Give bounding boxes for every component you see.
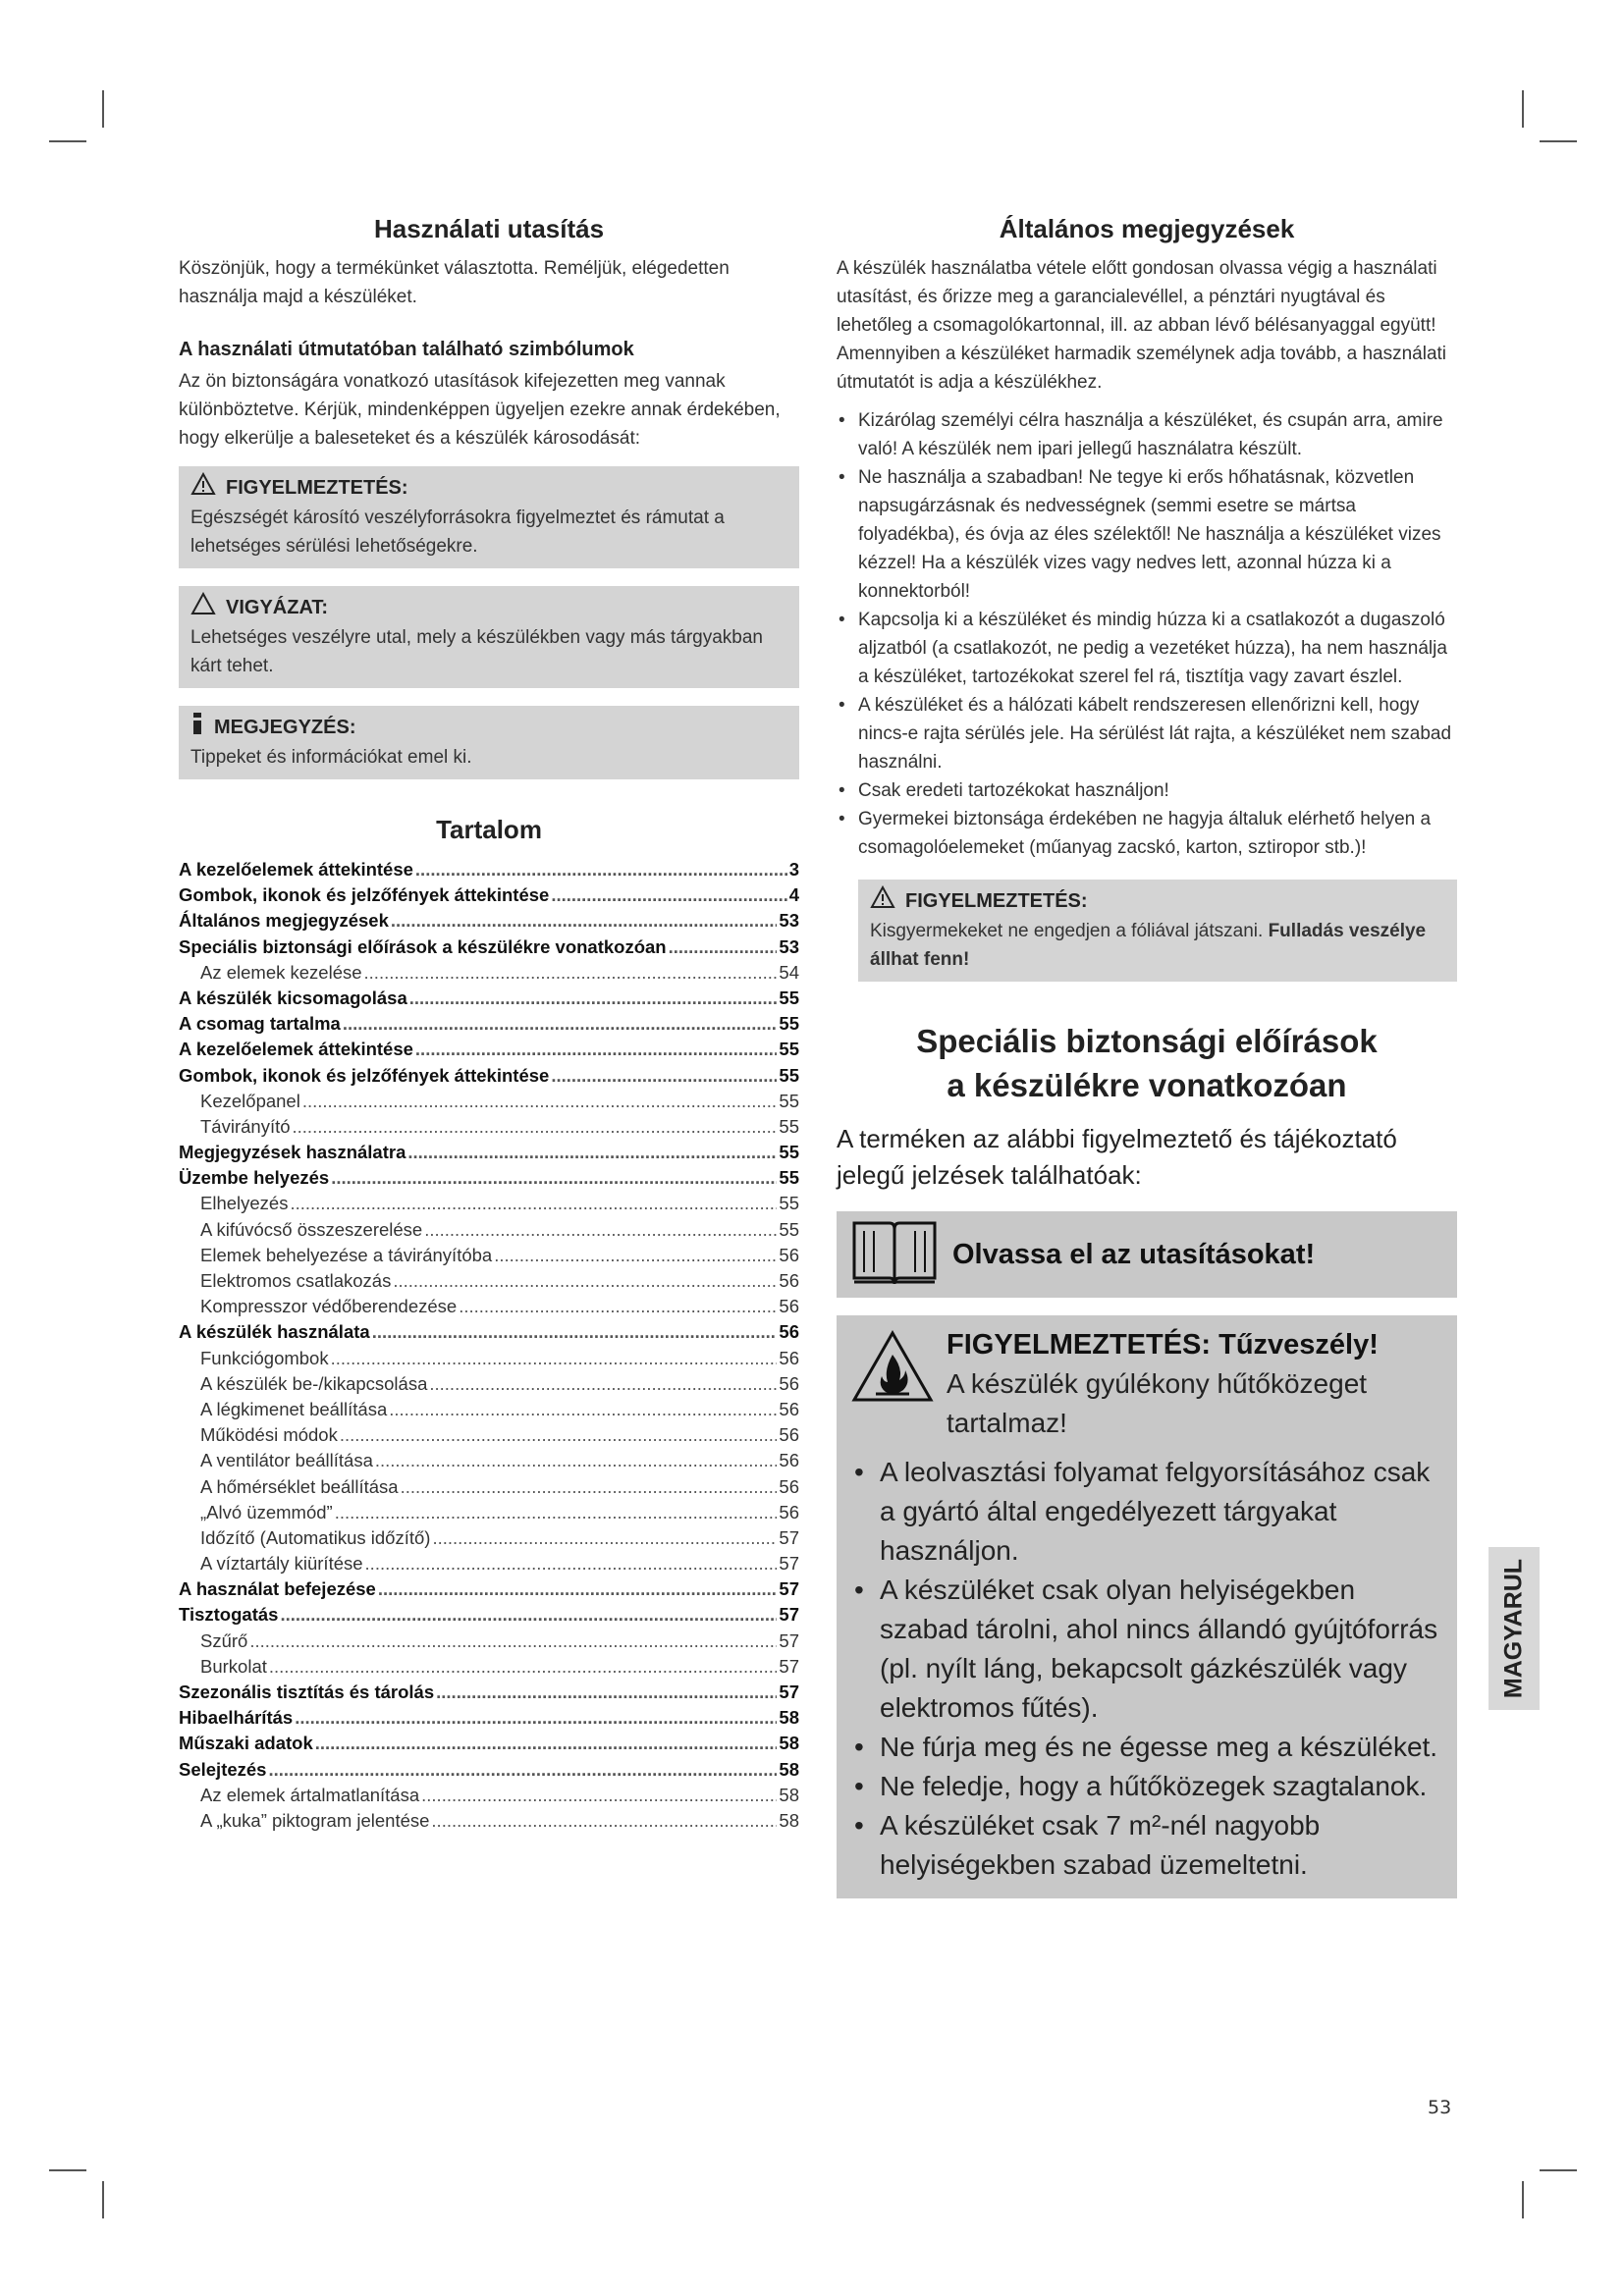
toc-entry-title: A kezelőelemek áttekintése <box>179 859 413 880</box>
language-tab-label: MAGYARUL <box>1499 1558 1528 1699</box>
special-intro: A terméken az alábbi figyelmeztető és tájékoztató jelegű jelzések találhatóak: <box>837 1124 1397 1190</box>
toc-entry-page: 57 <box>779 1682 799 1702</box>
toc-entry-title: Speciális biztonsági előírások a készülékre vonatkozóan <box>179 935 667 957</box>
toc-leader-dots <box>389 1397 777 1422</box>
toc-entry <box>179 1680 799 1705</box>
toc-entry <box>179 1165 799 1191</box>
toc-leader-dots <box>365 1551 778 1576</box>
toc-leader-dots <box>421 1783 777 1808</box>
crop-mark <box>102 2181 104 2218</box>
toc-entry-title: A készülék be-/kikapcsolása <box>200 1372 428 1394</box>
toc-entry <box>179 908 799 934</box>
toc-entry <box>179 1602 799 1628</box>
toc-entry-title: A kifúvócső összeszerelése <box>200 1218 423 1240</box>
fire-warning-box <box>837 1315 1457 1898</box>
toc-entry-title: A használat befejezése <box>179 1578 376 1600</box>
warning-triangle-icon <box>190 472 216 504</box>
general-notes-intro: A készülék használatba vétele előtt gondosan olvassa végig a használati utasítást, és őrizze meg a garancialevéllel, a pénztári nyugtával és lehetőleg a csomagolókartonnal, ill. az abban lévő bélésanyaggal együtt! Amennyiben a készüléket harmadik személynek adja tovább, a használati útmutatót is adja a készülékhez. <box>837 258 1447 393</box>
foil-warning-bold: Fulladás veszélye állhat fenn! <box>870 921 1427 970</box>
list-item: • Kizárólag személyi célra használja a készüléket, és csupán arra, amire való! A készülék nem ipari jellegű használatra készült. <box>837 406 1457 463</box>
toc-entry-page: 55 <box>779 1064 799 1086</box>
list-item: • A készüléket csak 7 m²-nél nagyobb helyiségekben szabad üzemeltetni. <box>850 1806 1443 1885</box>
toc-entry-page: 55 <box>779 1193 799 1214</box>
toc-entry-page: 55 <box>779 1142 799 1163</box>
list-item: • Csak eredeti tartozékokat használjon! <box>837 776 1457 805</box>
toc-leader-dots <box>343 1011 778 1037</box>
toc-leader-dots <box>429 1371 777 1397</box>
toc-leader-dots <box>295 1705 777 1731</box>
toc-leader-dots <box>407 1140 777 1165</box>
toc-entry-page: 56 <box>779 1398 799 1419</box>
toc-entry-title: Elektromos csatlakozás <box>200 1270 392 1291</box>
toc-entry-page: 56 <box>779 1501 799 1522</box>
toc-leader-dots <box>415 1037 778 1062</box>
note-label: MEGJEGYZÉS: <box>214 717 356 738</box>
toc-entry <box>179 1757 799 1783</box>
toc-entry-page: 57 <box>779 1604 799 1626</box>
toc-entry-page: 55 <box>779 1218 799 1240</box>
toc-leader-dots <box>378 1576 778 1602</box>
toc-leader-dots <box>424 1217 777 1243</box>
toc-leader-dots <box>268 1757 777 1783</box>
list-item: • Ne feledje, hogy a hűtőközegek szagtalanok. <box>850 1767 1443 1806</box>
toc-leader-dots <box>459 1294 777 1319</box>
toc-entry-page: 57 <box>779 1578 799 1600</box>
toc-entry <box>179 1474 799 1500</box>
toc-entry <box>179 882 799 908</box>
toc-entry <box>179 1346 799 1371</box>
foil-warning-text: Kisgyermekeket ne engedjen a fóliával játszani. <box>870 921 1264 941</box>
toc-entry-page: 54 <box>779 961 799 983</box>
toc-leader-dots <box>249 1629 777 1654</box>
toc-leader-dots <box>415 857 787 882</box>
toc-entry <box>179 1731 799 1756</box>
table-of-contents <box>179 857 799 1834</box>
fire-warning-heading: FIGYELMEZTETÉS: Tűzveszély! <box>947 1329 1379 1361</box>
toc-entry-title: A készülék kicsomagolása <box>179 987 407 1008</box>
toc-entry <box>179 1371 799 1397</box>
toc-entry <box>179 1217 799 1243</box>
toc-leader-dots <box>364 960 778 986</box>
toc-entry-title: A csomag tartalma <box>179 1013 341 1035</box>
page-number: 53 <box>1428 2097 1452 2118</box>
special-safety-title <box>837 1019 1457 1107</box>
toc-entry-title: A légkimenet beállítása <box>200 1398 388 1419</box>
crop-mark <box>49 140 86 142</box>
toc-entry-page: 56 <box>779 1475 799 1497</box>
toc-entry <box>179 1063 799 1089</box>
toc-entry-title: Hibaelhárítás <box>179 1707 294 1729</box>
toc-entry <box>179 1037 799 1062</box>
toc-entry-page: 56 <box>779 1347 799 1368</box>
toc-entry-page: 56 <box>779 1321 799 1343</box>
toc-entry <box>179 1525 799 1551</box>
toc-entry-title: Elemek behelyezése a távirányítóba <box>200 1244 493 1265</box>
toc-entry-page: 55 <box>779 1039 799 1060</box>
note-text: Tippeket és információkat emel ki. <box>190 747 472 768</box>
toc-entry-page: 56 <box>779 1270 799 1291</box>
toc-entry-page: 56 <box>779 1372 799 1394</box>
toc-entry <box>179 1268 799 1294</box>
crop-mark <box>1522 2181 1524 2218</box>
toc-entry <box>179 1140 799 1165</box>
toc-entry <box>179 1654 799 1680</box>
list-item: • Ne használja a szabadban! Ne tegye ki erős hőhatásnak, közvetlen napsugárzásnak és nedvességnek (semmi esetre se mártsa folyadékba), és óvja az éles szélektől! Ne használja a készüléket vizes kézzel! Ha a készülék vizes vagy nedves lett, azonnal húzza ki a konnektorból! <box>837 463 1457 606</box>
toc-entry-title: Távirányító <box>200 1115 291 1137</box>
info-icon <box>190 712 204 743</box>
caution-text: Lehetséges veszélyre utal, mely a készülékben vagy más tárgyakban kárt tehet. <box>190 627 763 676</box>
language-tab <box>1489 1547 1540 1710</box>
toc-entry <box>179 1397 799 1422</box>
toc-entry-title: Időzítő (Automatikus időzítő) <box>200 1526 431 1548</box>
list-item: • A leolvasztási folyamat felgyorsításához csak a gyártó által engedélyezett tárgyakat használjon. <box>850 1453 1443 1571</box>
toc-entry <box>179 857 799 882</box>
caution-triangle-icon <box>190 592 216 623</box>
toc-entry-page: 58 <box>779 1784 799 1805</box>
toc-entry-page: 58 <box>779 1707 799 1729</box>
crop-mark <box>1540 2169 1577 2171</box>
toc-entry-title: Szűrő <box>200 1629 248 1651</box>
toc-leader-dots <box>302 1089 778 1114</box>
toc-entry-page: 56 <box>779 1296 799 1317</box>
toc-entry-page: 55 <box>779 1115 799 1137</box>
toc-leader-dots <box>393 1268 777 1294</box>
toc-leader-dots <box>409 986 778 1011</box>
toc-entry-title: A készülék használata <box>179 1321 370 1343</box>
toc-entry-page: 55 <box>779 987 799 1008</box>
toc-entry-title: Elhelyezés <box>200 1193 289 1214</box>
general-notes-list <box>837 406 1457 862</box>
toc-entry <box>179 1500 799 1525</box>
toc-entry-title: Gombok, ikonok és jelzőfények áttekintése <box>179 1064 550 1086</box>
toc-entry <box>179 1294 799 1319</box>
toc-entry-title: Burkolat <box>200 1655 267 1677</box>
toc-leader-dots <box>432 1525 777 1551</box>
toc-leader-dots <box>340 1422 778 1448</box>
toc-entry <box>179 1191 799 1216</box>
toc-leader-dots <box>436 1680 777 1705</box>
toc-entry-title: Az elemek kezelése <box>200 961 362 983</box>
list-item: • Gyermekei biztonsága érdekében ne hagyja általuk elérhető helyen a csomagolóelemeket (műanyag zacskó, karton, sztiropor stb.)! <box>837 805 1457 862</box>
special-title-line1: Speciális biztonsági előírások <box>916 1023 1378 1059</box>
toc-entry-title: Általános megjegyzések <box>179 910 389 932</box>
toc-entry-page: 58 <box>779 1758 799 1780</box>
toc-entry <box>179 1422 799 1448</box>
toc-leader-dots <box>401 1474 778 1500</box>
toc-leader-dots <box>331 1165 777 1191</box>
fire-warning-sub: A készülék gyúlékony hűtőközeget tartalmaz! <box>947 1368 1368 1438</box>
right-column <box>837 214 1457 1898</box>
toc-entry-title: Szezonális tisztítás és tárolás <box>179 1682 435 1702</box>
toc-entry-title: A hőmérséklet beállítása <box>200 1475 399 1497</box>
left-column <box>179 214 799 1834</box>
toc-entry <box>179 1808 799 1834</box>
crop-mark <box>1522 90 1524 128</box>
warning-triangle-icon <box>870 885 895 917</box>
toc-leader-dots <box>331 1346 778 1371</box>
toc-entry-page: 58 <box>779 1809 799 1831</box>
read-instructions-box <box>837 1211 1457 1298</box>
toc-entry <box>179 1629 799 1654</box>
read-instructions-label: Olvassa el az utasításokat! <box>952 1238 1316 1270</box>
toc-entry-page: 57 <box>779 1553 799 1575</box>
toc-leader-dots <box>290 1191 777 1216</box>
toc-entry-title: A kezelőelemek áttekintése <box>179 1039 413 1060</box>
toc-entry-page: 56 <box>779 1244 799 1265</box>
list-item: • Ne fúrja meg és ne égesse meg a készüléket. <box>850 1728 1443 1767</box>
toc-entry <box>179 1089 799 1114</box>
toc-entry-page: 53 <box>779 935 799 957</box>
toc-leader-dots <box>280 1602 777 1628</box>
toc-leader-dots <box>551 1063 777 1089</box>
toc-entry-title: Üzembe helyezés <box>179 1167 330 1189</box>
crop-mark <box>1540 140 1577 142</box>
toc-entry <box>179 960 799 986</box>
toc-leader-dots <box>551 882 786 908</box>
toc-leader-dots <box>431 1808 777 1834</box>
warning-text: Egészségét károsító veszélyforrásokra figyelmeztet és rámutat a lehetséges sérülési lehetőségekre. <box>190 507 725 557</box>
toc-leader-dots <box>315 1731 778 1756</box>
toc-leader-dots <box>494 1243 777 1268</box>
toc-entry <box>179 1551 799 1576</box>
toc-entry <box>179 1576 799 1602</box>
toc-entry <box>179 1448 799 1473</box>
manual-title: Használati utasítás <box>373 214 605 243</box>
toc-entry-page: 55 <box>779 1013 799 1035</box>
toc-entry <box>179 1114 799 1140</box>
list-item: • A készüléket és a hálózati kábelt rendszeresen ellenőrizni kell, hogy nincs-e rajta sérülés jele. Ha sérülést lát rajta, a készüléket nem szabad használni. <box>837 691 1457 776</box>
list-item: • A készüléket csak olyan helyiségekben szabad tárolni, ahol nincs állandó gyújtóforrás (pl. nyílt láng, bekapcsolt gázkészülék vagy elektromos fűtés). <box>850 1571 1443 1728</box>
caution-label: VIGYÁZAT: <box>226 597 329 618</box>
toc-entry-title: Gombok, ikonok és jelzőfények áttekintése <box>179 884 550 906</box>
symbols-text: Az ön biztonságára vonatkozó utasítások kifejezetten meg vannak különböztetve. Kérjük, mindenképpen ügyeljen ezekre annak érdekében, hogy elkerülje a baleseteket és a készülék károsodását: <box>179 371 781 449</box>
toc-entry-title: Kezelőpanel <box>200 1090 300 1111</box>
toc-entry-page: 57 <box>779 1655 799 1677</box>
toc-entry-title: Selejtezés <box>179 1758 267 1780</box>
toc-leader-dots <box>391 908 778 934</box>
toc-leader-dots <box>293 1114 778 1140</box>
foil-warning-body <box>870 917 1445 974</box>
fire-warning-list <box>850 1453 1443 1885</box>
toc-entry-page: 57 <box>779 1629 799 1651</box>
toc-entry <box>179 1783 799 1808</box>
intro-text: Köszönjük, hogy a termékünket választotta. Reméljük, elégedetten használja majd a készüléket. <box>179 258 730 307</box>
toc-entry-page: 57 <box>779 1526 799 1548</box>
toc-entry <box>179 1243 799 1268</box>
toc-entry-page: 56 <box>779 1450 799 1471</box>
flammable-warning-icon <box>850 1329 935 1409</box>
toc-entry <box>179 1011 799 1037</box>
toc-entry-page: 55 <box>779 1090 799 1111</box>
toc-entry-page: 56 <box>779 1424 799 1446</box>
toc-entry-title: Megjegyzések használatra <box>179 1142 406 1163</box>
toc-entry-page: 58 <box>779 1733 799 1754</box>
book-icon <box>850 1217 939 1293</box>
foil-warning-label: FIGYELMEZTETÉS: <box>905 890 1088 912</box>
crop-mark <box>102 90 104 128</box>
toc-entry-title: Tisztogatás <box>179 1604 279 1626</box>
crop-mark <box>49 2169 86 2171</box>
general-notes-title: Általános megjegyzések <box>999 214 1295 243</box>
toc-title: Tartalom <box>436 815 542 844</box>
toc-entry-title: Kompresszor védőberendezése <box>200 1296 458 1317</box>
toc-entry-title: Működési módok <box>200 1424 338 1446</box>
toc-entry-page: 4 <box>788 884 799 906</box>
toc-entry <box>179 986 799 1011</box>
list-item: • Kapcsolja ki a készüléket és mindig húzza ki a csatlakozót a dugaszoló aljzatból (a csatlakozót, ne pedig a vezetéket húzza), ha nem használja a készüléket, tartozékokat szerel fel rá, tisztítja vagy zavart észlel. <box>837 606 1457 691</box>
toc-entry-title: A ventilátor beállítása <box>200 1450 373 1471</box>
warning-box <box>179 466 799 568</box>
toc-leader-dots <box>375 1448 778 1473</box>
toc-leader-dots <box>335 1500 778 1525</box>
toc-entry <box>179 934 799 960</box>
symbols-heading: A használati útmutatóban található szimbólumok <box>179 339 634 360</box>
warning-label: FIGYELMEZTETÉS: <box>226 477 408 499</box>
toc-entry-title: „Alvó üzemmód” <box>200 1501 333 1522</box>
toc-entry-page: 53 <box>779 910 799 932</box>
toc-entry-title: Műszaki adatok <box>179 1733 313 1754</box>
foil-warning-box <box>858 880 1457 982</box>
toc-leader-dots <box>269 1654 778 1680</box>
note-box <box>179 706 799 779</box>
toc-entry-page: 55 <box>779 1167 799 1189</box>
toc-entry-title: Az elemek ártalmatlanítása <box>200 1784 420 1805</box>
caution-box <box>179 586 799 688</box>
special-title-line2: a készülékre vonatkozóan <box>947 1067 1347 1103</box>
toc-entry <box>179 1705 799 1731</box>
toc-leader-dots <box>669 934 778 960</box>
toc-entry <box>179 1319 799 1345</box>
toc-entry-title: A „kuka” piktogram jelentése <box>200 1809 430 1831</box>
toc-entry-page: 3 <box>788 859 799 880</box>
toc-leader-dots <box>372 1319 778 1345</box>
toc-entry-title: A víztartály kiürítése <box>200 1553 363 1575</box>
toc-entry-title: Funkciógombok <box>200 1347 329 1368</box>
